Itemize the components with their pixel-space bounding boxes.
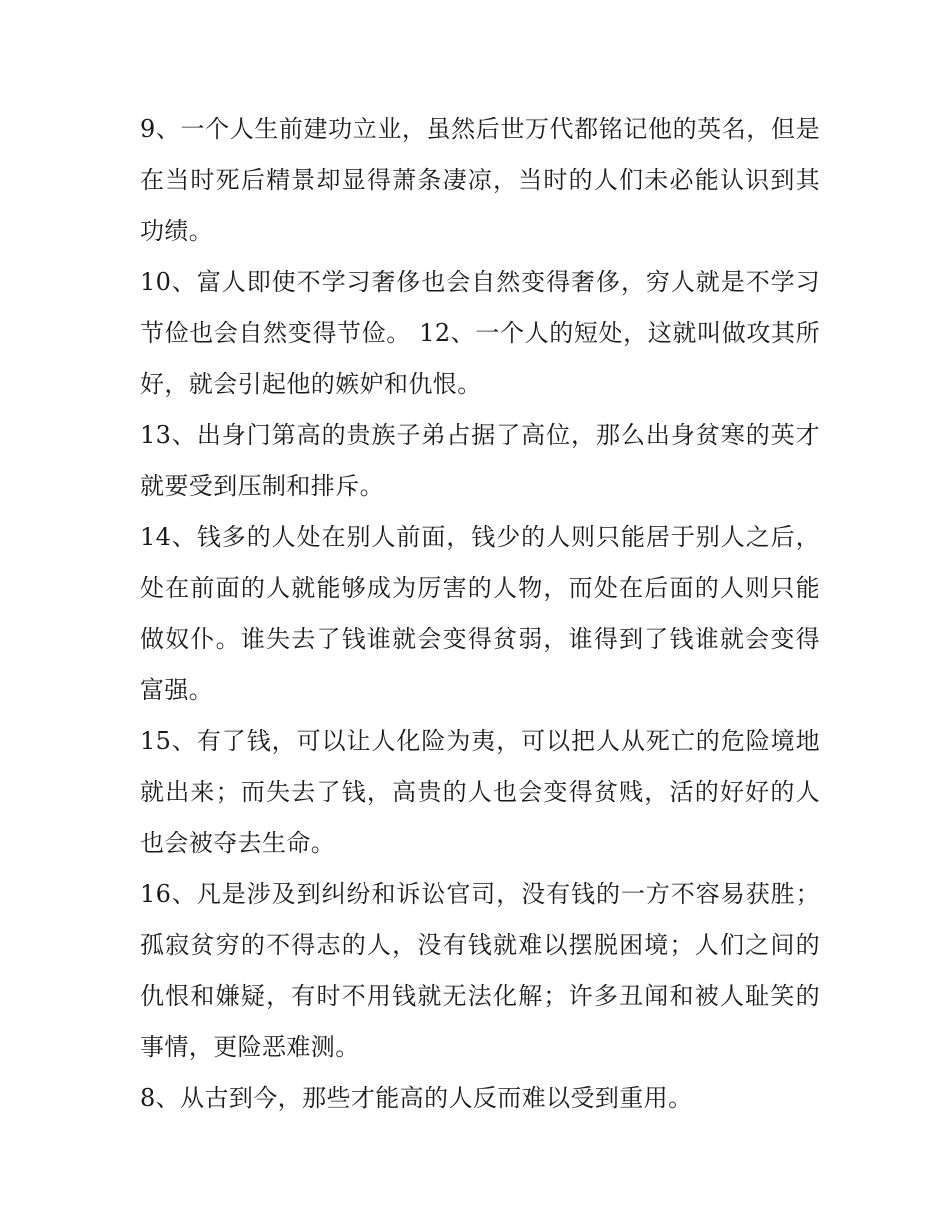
paragraph-16: 16、凡是涉及到纠纷和诉讼官司，没有钱的一方不容易获胜；孤寂贫穷的不得志的人，没有钱就难以摆脱困境；人们之间的仇恨和嫌疑，有时不用钱就无法化解；许多丑闻和被人耻笑的事情，更险恶难测。 — [140, 880, 820, 1061]
document-body — [140, 104, 820, 1124]
paragraph-14: 14、钱多的人处在别人前面，钱少的人则只能居于别人之后，处在前面的人就能够成为厉害的人物，而处在后面的人则只能做奴仆。谁失去了钱谁就会变得贫弱，谁得到了钱谁就会变得富强。 — [140, 523, 820, 704]
paragraph-13: 13、出身门第高的贵族子弟占据了高位，那么出身贫寒的英才就要受到压制和排斥。 — [140, 421, 820, 500]
paragraph-15: 15、有了钱，可以让人化险为夷，可以把人从死亡的危险境地就出来；而失去了钱，高贵的人也会变得贫贱，活的好好的人也会被夺去生命。 — [140, 727, 820, 857]
paragraph-9: 9、一个人生前建功立业，虽然后世万代都铭记他的英名，但是在当时死后精景却显得萧条凄凉，当时的人们未必能认识到其功绩。 — [140, 115, 820, 245]
paragraph-8: 8、从古到今，那些才能高的人反而难以受到重用。 — [140, 1084, 693, 1112]
paragraph-10-12: 10、富人即使不学习奢侈也会自然变得奢侈，穷人就是不学习节俭也会自然变得节俭。 12、一个人的短处，这就叫做攻其所好，就会引起他的嫉妒和仇恨。 — [140, 268, 820, 398]
